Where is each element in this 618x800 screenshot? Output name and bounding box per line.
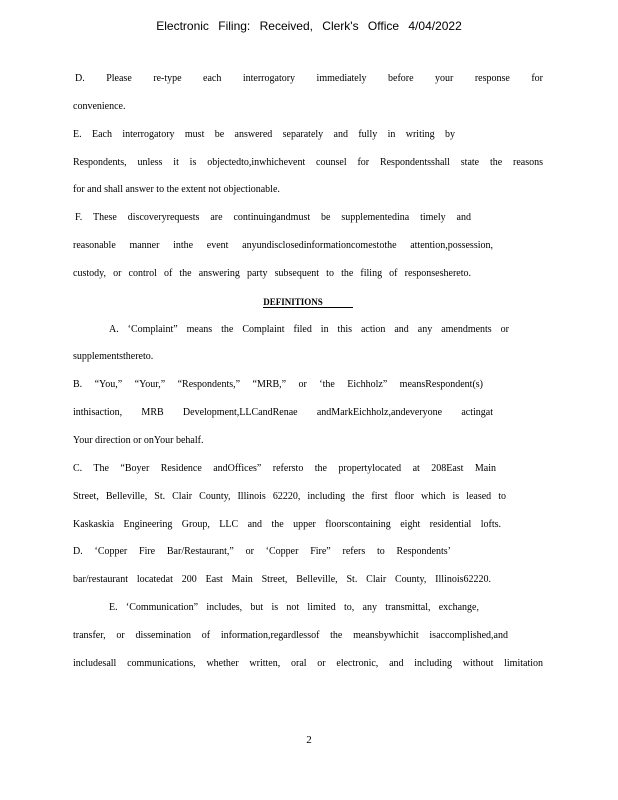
text-line: inthisaction, MRB Development,LLCandRenae andMarkEichholz,andeveryone actingat [73, 407, 493, 419]
text-line: bar/restaurant locatedat 200 East Main Street, Belleville, St. Clair County, Illinois62220. [73, 574, 491, 586]
definitions-heading-text: DEFINITIONS [263, 297, 353, 308]
text-line: C. The “Boyer Residence andOffices” refersto the propertylocated at 208East Main [73, 462, 496, 474]
page-number: 2 [306, 734, 312, 746]
text-line: convenience. [73, 100, 126, 112]
text-line: F. These discoveryrequests are continuingandmust be supplementedina timely and [75, 212, 471, 224]
text-line: for and shall answer to the extent not objectionable. [73, 184, 280, 196]
text-line: includesall communications, whether written, oral or electronic, and including without limitation [73, 657, 543, 669]
text-line: Street, Belleville, St. Clair County, Illinois 62220, including the first floor which is leased to [73, 490, 506, 502]
text-line: E. ‘Communication” includes, but is not limited to, any transmittal, exchange, [109, 602, 479, 614]
text-line: Your direction or onYour behalf. [73, 434, 204, 446]
document-body [73, 72, 543, 685]
text-line: D. Please re-type each interrogatory immediately before your response for [75, 73, 543, 84]
text-line: supplementsthereto. [73, 351, 154, 363]
text-line: B. “You,” “Your,” “Respondents,” “MRB,” or ‘the Eichholz” meansRespondent(s) [73, 379, 483, 391]
definitions-heading [73, 295, 543, 323]
text-line: Kaskaskia Engineering Group, LLC and the upper floorscontaining eight residential lofts. [73, 518, 501, 530]
text-line: D. ‘Copper Fire Bar/Restaurant,” or ‘Copper Fire” refers to Respondents’ [73, 546, 451, 558]
text-line: E. Each interrogatory must be answered separately and fully in writing by [73, 128, 455, 140]
text-line: transfer, or dissemination of information,regardlessof the meansbywhichit isaccomplished,and [73, 629, 508, 641]
text-line: reasonable manner inthe event anyundisclosedinformationcomestothe attention,possession, [73, 240, 493, 252]
text-line: A. ‘Complaint” means the Complaint filed in this action and any amendments or [109, 323, 509, 335]
text-line: custody, or control of the answering party subsequent to the filing of responseshereto. [73, 267, 471, 279]
text-line: Respondents, unless it is objectedto,inwhichevent counsel for Respondentsshall state the reasons [73, 156, 543, 168]
electronic-filing-header: Electronic Filing: Received, Clerk's Office 4/04/2022 [156, 19, 462, 33]
